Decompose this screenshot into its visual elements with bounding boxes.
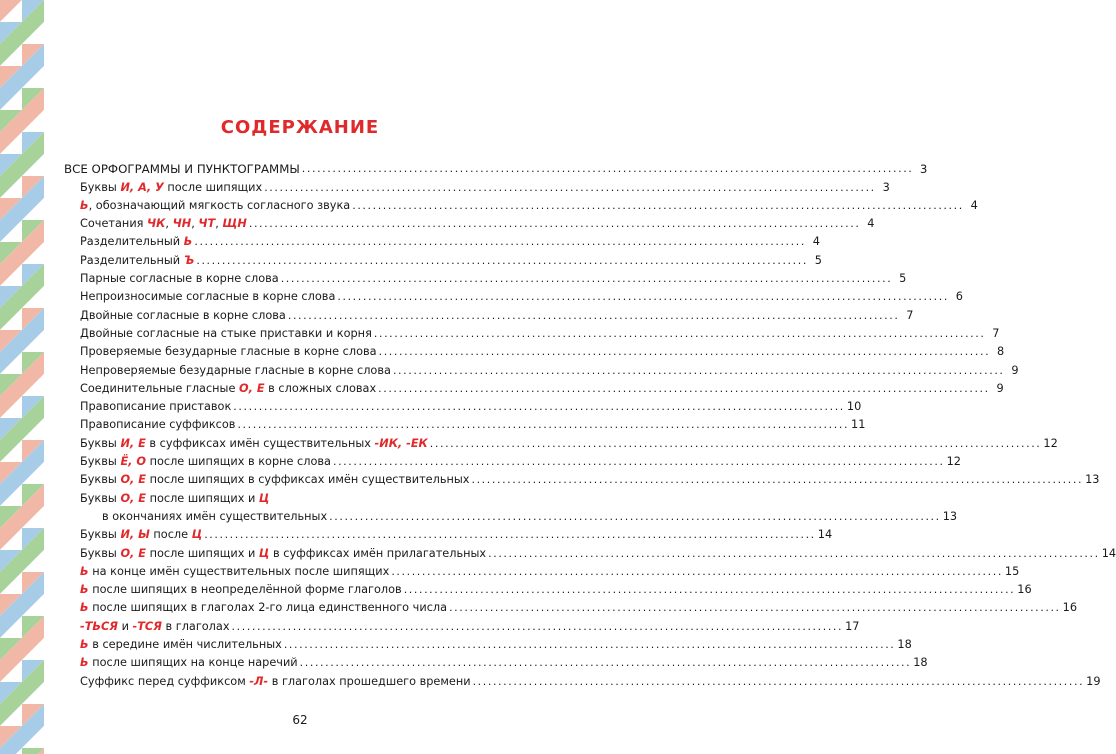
toc-entry-title: [80, 400, 231, 414]
dot-leader: ........................................................................................................................: [231, 619, 844, 633]
page-title: СОДЕРЖАНИЕ: [220, 117, 380, 138]
title-segment: в окончаниях имён существительных: [102, 509, 328, 523]
toc-entry: [64, 506, 958, 524]
title-segment: в середине имён числительных: [88, 638, 282, 652]
dot-leader: ........................................................................................................................: [301, 162, 914, 176]
toc-entry: [64, 414, 866, 432]
toc-entry: [64, 323, 1000, 341]
page-number: 62: [292, 713, 308, 727]
dot-leader: ........................................................................................................................: [392, 363, 1005, 377]
toc-entry: [64, 524, 833, 542]
toc-page-number: 5: [814, 253, 822, 267]
dot-leader: ........................................................................................................................: [352, 198, 964, 212]
highlighted-spelling: -ИК, -ЕК: [374, 436, 428, 450]
title-segment: Двойные согласные в корне слова: [80, 308, 286, 322]
toc-entry-title: [80, 565, 389, 579]
toc-entry-title: [80, 675, 471, 689]
dot-leader: ........................................................................................................................: [378, 381, 990, 395]
dot-leader: ........................................................................................................................: [329, 509, 941, 523]
toc-entry-title: [64, 162, 300, 176]
highlighted-spelling: Ь: [80, 656, 89, 670]
highlighted-spelling: -ТСЯ: [132, 619, 162, 633]
toc-entry: [64, 652, 928, 670]
toc-page-number: 3: [882, 180, 890, 194]
toc-page-number: 12: [1043, 436, 1058, 450]
dot-leader: ........................................................................................................................: [248, 217, 861, 231]
highlighted-spelling: И, А, У: [120, 180, 164, 194]
toc-entry-title: [80, 418, 235, 432]
title-segment: Правописание приставок: [80, 400, 232, 414]
highlighted-spelling: Ъ: [183, 253, 195, 267]
toc-page-number: 15: [1004, 564, 1020, 578]
toc-entry-title: [80, 547, 486, 561]
toc-entry: [64, 231, 820, 249]
title-segment: Буквы: [80, 436, 121, 450]
toc-entry-title: [80, 437, 428, 451]
dot-leader: ........................................................................................................................: [332, 455, 945, 469]
highlighted-spelling: О, Е: [120, 546, 146, 560]
toc-page-number: 10: [846, 400, 862, 414]
dot-leader: ........................................................................................................................: [403, 583, 1016, 597]
highlighted-spelling: О, Е: [239, 381, 265, 395]
toc-entry-title: [80, 199, 350, 213]
toc-page-number: 17: [845, 619, 860, 633]
toc-entry: [64, 378, 1004, 396]
title-segment: в глаголах прошедшего времени: [268, 674, 471, 688]
title-segment: Сочетания: [80, 217, 148, 231]
toc-page-number: 18: [913, 656, 928, 670]
dot-leader: ........................................................................................................................: [471, 473, 1084, 487]
toc-page-number: 19: [1086, 674, 1101, 688]
toc-entry-title: [80, 272, 279, 286]
title-segment: , обозначающий мягкость согласного звука: [88, 198, 351, 212]
title-segment: после шипящих и: [145, 546, 259, 560]
title-segment: после шипящих: [163, 180, 263, 194]
highlighted-spelling: Ь: [80, 583, 89, 597]
toc-page-number: 3: [919, 162, 928, 177]
toc-entry: [64, 286, 963, 304]
dot-leader: ........................................................................................................................: [283, 638, 896, 652]
toc-entry-title: [80, 455, 331, 469]
toc-entry-title: [80, 638, 282, 652]
toc-entry-title: [80, 181, 262, 195]
toc-page-number: 7: [906, 308, 914, 322]
dot-leader: ........................................................................................................................: [373, 326, 986, 340]
title-segment: в глаголах: [161, 619, 230, 633]
toc-entry: [64, 213, 875, 231]
title-segment: ,: [215, 217, 223, 231]
title-segment: Буквы: [80, 455, 121, 469]
title-segment: ,: [165, 217, 173, 231]
toc-entry-title: [80, 290, 335, 304]
title-segment: Буквы: [80, 528, 121, 542]
title-segment: ,: [191, 217, 199, 231]
highlighted-spelling: ЩН: [222, 217, 247, 231]
toc-entry: [64, 304, 914, 322]
dot-leader: ........................................................................................................................: [264, 180, 876, 194]
toc-entry-title: [80, 473, 469, 487]
title-segment: на конце имён существительных после шипящих: [88, 564, 390, 578]
title-segment: Буквы: [80, 473, 121, 487]
dot-leader: ........................................................................................................................: [194, 235, 806, 249]
toc-page-number: 4: [970, 198, 978, 212]
title-segment: Буквы: [80, 491, 121, 505]
dot-leader: ........................................................................................................................: [287, 308, 900, 322]
title-segment: после: [149, 528, 192, 542]
toc-entry: [64, 341, 1005, 359]
toc-entry-title: [80, 382, 376, 396]
highlighted-spelling: Ь: [80, 638, 89, 652]
dot-leader: ........................................................................................................................: [280, 272, 893, 286]
title-segment: после шипящих в глаголах 2-го лица единственного числа: [88, 601, 448, 615]
toc-entry: [64, 195, 978, 213]
toc-entry-title: [80, 601, 447, 615]
toc-page-number: 11: [851, 418, 866, 432]
title-segment: после шипящих в неопределённой форме глаголов: [88, 583, 402, 597]
toc-page-number: 16: [1062, 601, 1078, 615]
highlighted-spelling: Ь: [183, 235, 193, 249]
toc-entry-title: [80, 327, 372, 341]
dot-leader: ........................................................................................................................: [204, 528, 816, 542]
toc-entry: [64, 176, 890, 194]
title-segment: Парные согласные в корне слова: [80, 272, 279, 286]
toc-entry: [64, 432, 1058, 450]
dot-leader: ........................................................................................................................: [449, 601, 1061, 615]
toc-page-number: 4: [867, 217, 875, 231]
toc-page-number: 8: [997, 345, 1005, 359]
title-segment: Буквы: [80, 180, 121, 194]
toc-entry: [64, 542, 1116, 560]
toc-entry: [64, 579, 1032, 597]
toc-entry: [64, 268, 907, 286]
toc-page-number: 13: [1085, 473, 1100, 487]
toc-entry: [64, 634, 912, 652]
toc-page-number: 14: [1101, 546, 1116, 560]
table-of-contents: [64, 158, 1116, 689]
highlighted-spelling: Ь: [80, 198, 89, 212]
dot-leader: ........................................................................................................................: [237, 418, 850, 432]
toc-page-number: 9: [996, 381, 1004, 395]
title-segment: Непроверяемые безударные гласные в корне слова: [80, 363, 391, 377]
toc-entry: [64, 561, 1020, 579]
toc-entry: [64, 451, 961, 469]
highlighted-spelling: -ТЬСЯ: [80, 619, 118, 633]
title-segment: Правописание суффиксов: [80, 418, 236, 432]
highlighted-spelling: И, Ы: [120, 528, 150, 542]
toc-entry: [64, 469, 1100, 487]
highlighted-spelling: Ц: [258, 491, 270, 505]
dot-leader: ........................................................................................................................: [378, 345, 991, 359]
triangle-pattern: [0, 0, 44, 750]
toc-entry: [64, 249, 822, 267]
toc-entry-title: [102, 510, 327, 524]
toc-entry-title: [80, 345, 377, 359]
toc-entry: [64, 670, 1101, 688]
title-segment: Соединительные гласные: [80, 381, 240, 395]
title-segment: Непроизносимые согласные в корне слова: [80, 290, 336, 304]
toc-entry: [64, 615, 860, 633]
toc-entry-title: [80, 254, 194, 268]
title-segment: Проверяемые безударные гласные в корне слова: [80, 345, 377, 359]
dot-leader: ........................................................................................................................: [233, 400, 845, 414]
title-segment: в суффиксах имён прилагательных: [269, 546, 487, 560]
toc-page-number: 13: [942, 509, 958, 523]
toc-entry-title: [80, 528, 202, 542]
title-segment: Разделительный: [80, 253, 184, 267]
highlighted-spelling: Ц: [191, 528, 203, 542]
dot-leader: ........................................................................................................................: [391, 564, 1003, 578]
title-segment: Двойные согласные на стыке приставки и корня: [80, 326, 372, 340]
dot-leader: ........................................................................................................................: [196, 253, 808, 267]
toc-page-number: 5: [899, 272, 907, 286]
highlighted-spelling: Ь: [80, 564, 89, 578]
title-segment: ВСЕ ОРФОГРАММЫ И ПУНКТОГРАММЫ: [64, 162, 300, 177]
toc-entry: [64, 597, 1078, 615]
toc-entry-title: [80, 656, 298, 670]
toc-entry: [64, 487, 554, 505]
toc-entry-title: [80, 217, 247, 231]
toc-page-number: 7: [992, 326, 1000, 340]
toc-page-number: 4: [812, 235, 820, 249]
toc-entry: [64, 158, 928, 177]
toc-entry-title: [80, 583, 402, 597]
toc-page-number: 9: [1011, 363, 1019, 377]
toc-page-number: 14: [817, 528, 833, 542]
highlighted-spelling: И, Е: [120, 436, 146, 450]
decorative-triangle-strip: [0, 0, 44, 750]
title-segment: Разделительный: [80, 235, 184, 249]
toc-entry-title: [80, 364, 391, 378]
dot-leader: ........................................................................................................................: [429, 436, 1042, 450]
title-segment: после шипящих в суффиксах имён существительных: [145, 473, 470, 487]
highlighted-spelling: ЧТ: [198, 217, 216, 231]
highlighted-spelling: О, Е: [120, 473, 146, 487]
toc-page-number: 6: [955, 290, 963, 304]
toc-entry: [64, 396, 862, 414]
toc-page-number: 16: [1017, 583, 1032, 597]
highlighted-spelling: ЧК: [147, 217, 166, 231]
dot-leader: ........................................................................................................................: [299, 656, 912, 670]
title-segment: после шипящих и: [145, 491, 259, 505]
toc-entry-title: [80, 492, 269, 506]
highlighted-spelling: О, Е: [120, 491, 146, 505]
toc-entry-title: [80, 309, 286, 323]
toc-entry-title: [80, 620, 230, 634]
toc-page-number: 18: [897, 638, 912, 652]
title-segment: Суффикс перед суффиксом: [80, 674, 250, 688]
toc-entry: [64, 359, 1019, 377]
highlighted-spelling: -Л-: [249, 674, 269, 688]
title-segment: после шипящих на конце наречий: [88, 656, 298, 670]
toc-page-number: 12: [946, 455, 961, 469]
highlighted-spelling: Ц: [258, 546, 270, 560]
highlighted-spelling: ЧН: [172, 217, 192, 231]
title-segment: в сложных словах: [264, 381, 377, 395]
dot-leader: ........................................................................................................................: [488, 546, 1100, 560]
highlighted-spelling: Ё, О: [120, 455, 146, 469]
toc-entry-title: [80, 235, 192, 249]
title-segment: после шипящих в корне слова: [145, 455, 331, 469]
title-segment: в суффиксах имён существительных: [145, 436, 375, 450]
dot-leader: ........................................................................................................................: [472, 674, 1085, 688]
dot-leader: ........................................................................................................................: [337, 290, 949, 304]
highlighted-spelling: Ь: [80, 601, 89, 615]
title-segment: Буквы: [80, 546, 121, 560]
title-segment: и: [118, 619, 133, 633]
